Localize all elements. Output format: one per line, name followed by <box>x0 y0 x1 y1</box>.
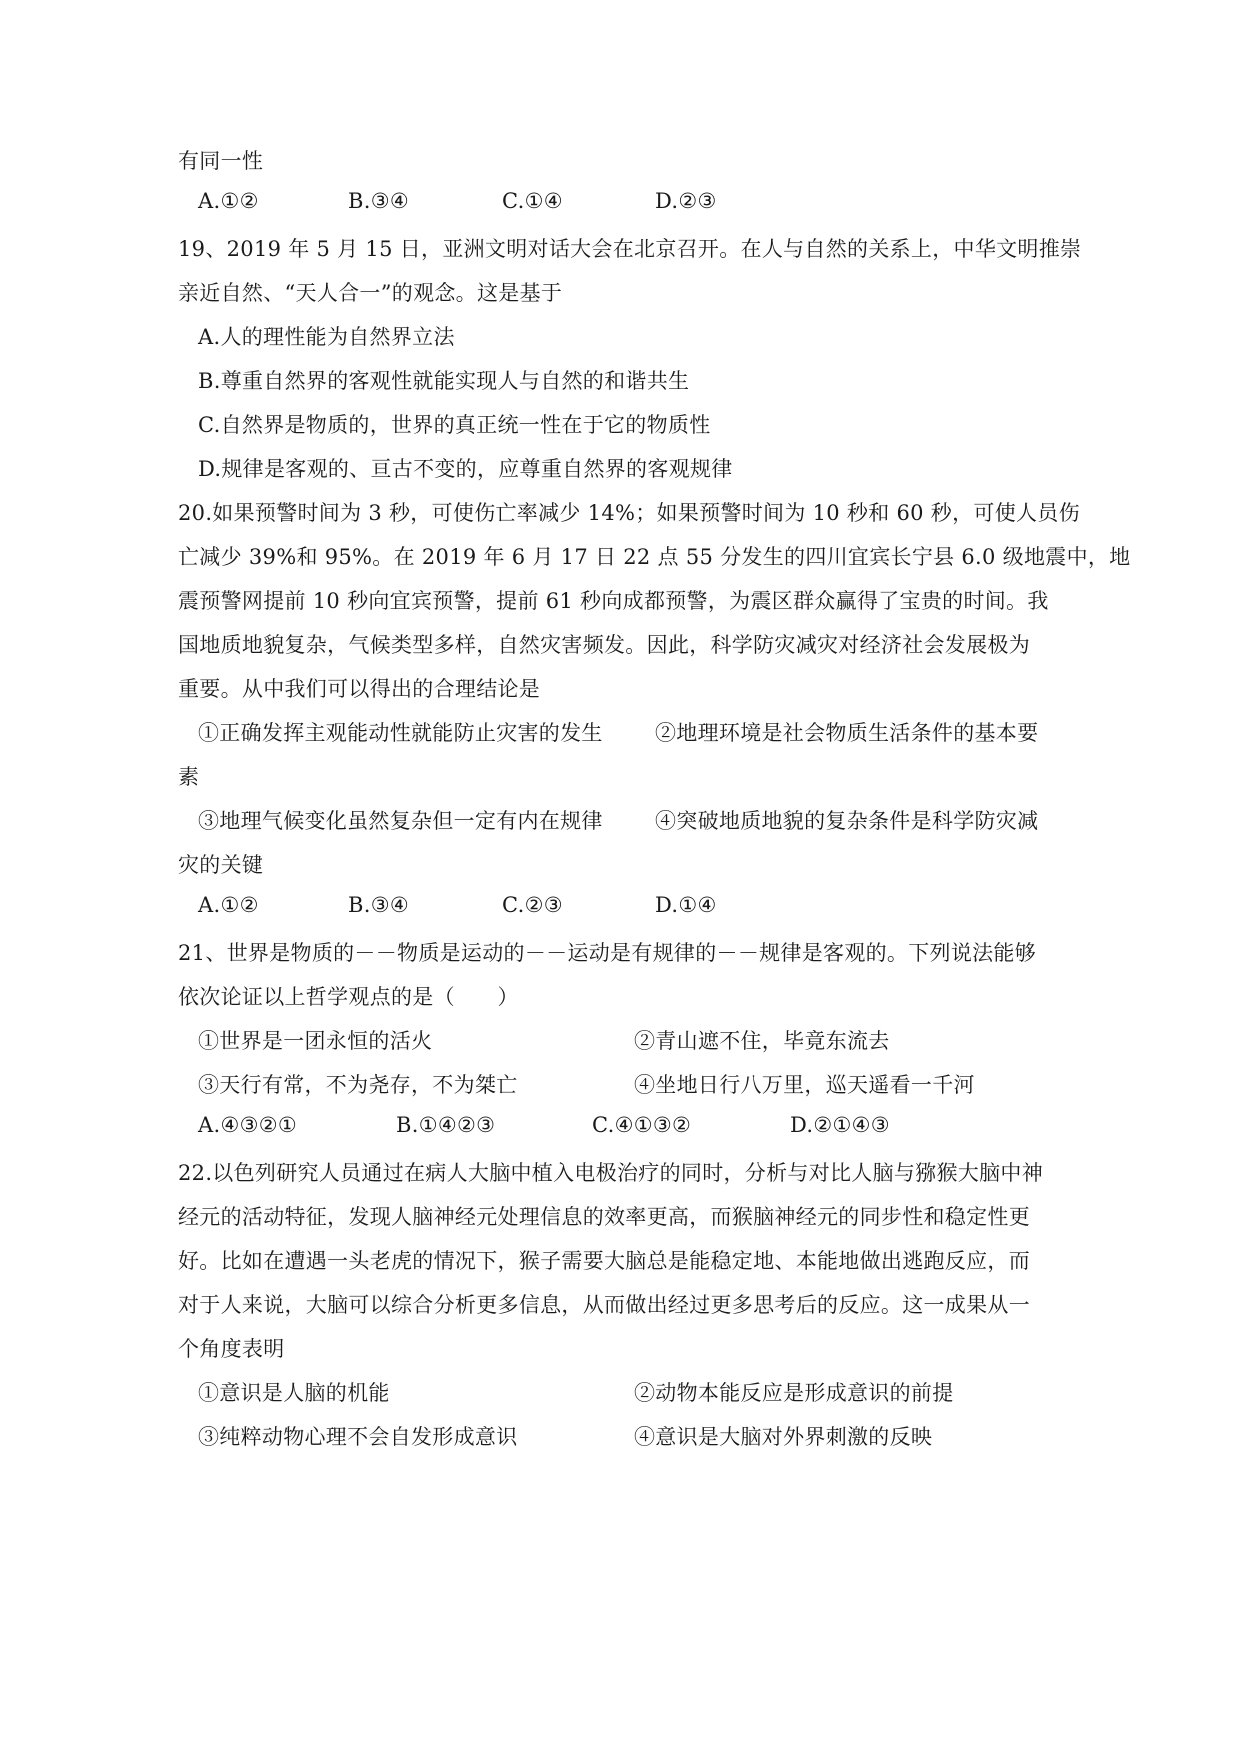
q22-statement-3: ③纯粹动物心理不会自发形成意识 <box>198 1425 518 1449</box>
q22-stem-line-1: 22.以色列研究人员通过在病人大脑中植入电极治疗的同时，分析与对比人脑与猕猴大脑中神 <box>178 1161 1043 1185</box>
q20-stem-line-4: 国地质地貌复杂，气候类型多样，自然灾害频发。因此，科学防灾减灾对经济社会发展极为 <box>178 633 1030 657</box>
q21-option-a: A.④③②① <box>198 1113 297 1137</box>
q22-statement-1: ①意识是人脑的机能 <box>198 1381 390 1405</box>
q19-option-b: B.尊重自然界的客观性就能实现人与自然的和谐共生 <box>198 369 690 393</box>
q21-option-b: B.①④②③ <box>396 1113 496 1137</box>
q22-stem-line-3: 好。比如在遭遇一头老虎的情况下，猴子需要大脑总是能稳定地、本能地做出逃跑反应，而 <box>178 1249 1030 1273</box>
q18-stem-tail: 有同一性 <box>178 149 264 173</box>
q20-stem-line-1: 20.如果预警时间为 3 秒，可使伤亡率减少 14%；如果预警时间为 10 秒和 60 秒，可使人员伤 <box>178 501 1080 525</box>
q22-stem-line-4: 对于人来说，大脑可以综合分析更多信息，从而做出经过更多思考后的反应。这一成果从一 <box>178 1293 1030 1317</box>
q21-stem-line-1: 21、世界是物质的－－物质是运动的－－运动是有规律的－－规律是客观的。下列说法能够 <box>178 941 1037 965</box>
q19-option-c: C.自然界是物质的，世界的真正统一性在于它的物质性 <box>198 413 711 437</box>
q20-stem-line-3: 震预警网提前 10 秒向宜宾预警，提前 61 秒向成都预警，为震区群众赢得了宝贵的时间。我 <box>178 589 1049 613</box>
q21-statement-3: ③天行有常，不为尧存，不为桀亡 <box>198 1073 518 1097</box>
q20-statement-2: ②地理环境是社会物质生活条件的基本要 <box>655 721 1039 745</box>
q21-stem-line-2: 依次论证以上哲学观点的是（ ） <box>178 985 519 1009</box>
q21-statement-2: ②青山遮不住，毕竟东流去 <box>634 1029 890 1053</box>
q19-stem-line-1: 19、2019 年 5 月 15 日，亚洲文明对话大会在北京召开。在人与自然的关系上，中华文明推崇 <box>178 237 1082 261</box>
q20-option-c: C.②③ <box>502 893 563 917</box>
q20-stem-line-5: 重要。从中我们可以得出的合理结论是 <box>178 677 541 701</box>
q19-option-d: D.规律是客观的、亘古不变的，应尊重自然界的客观规律 <box>198 457 733 481</box>
q22-stem-line-2: 经元的活动特征，发现人脑神经元处理信息的效率更高，而猴脑神经元的同步性和稳定性更 <box>178 1205 1030 1229</box>
q21-option-d: D.②①④③ <box>790 1113 890 1137</box>
q18-option-a: A.①② <box>198 189 259 213</box>
q20-option-b: B.③④ <box>348 893 409 917</box>
q18-option-b: B.③④ <box>348 189 409 213</box>
q19-option-a: A.人的理性能为自然界立法 <box>198 325 455 349</box>
q20-statement-4-wrap: 灾的关键 <box>178 853 264 877</box>
q19-stem-line-2: 亲近自然、“天人合一”的观念。这是基于 <box>178 281 563 305</box>
q20-statement-3: ③地理气候变化虽然复杂但一定有内在规律 <box>198 809 603 833</box>
q20-statement-2-wrap: 素 <box>178 765 200 789</box>
q21-statement-4: ④坐地日行八万里，巡天遥看一千河 <box>634 1073 975 1097</box>
q20-stem-line-2: 亡减少 39%和 95%。在 2019 年 6 月 17 日 22 点 55 分发生的四川宜宾长宁县 6.0 级地震中，地 <box>178 545 1131 569</box>
q18-option-d: D.②③ <box>655 189 717 213</box>
q22-statement-4: ④意识是大脑对外界刺激的反映 <box>634 1425 933 1449</box>
q18-option-c: C.①④ <box>502 189 563 213</box>
q21-option-c: C.④①③② <box>592 1113 692 1137</box>
q21-statement-1: ①世界是一团永恒的活火 <box>198 1029 433 1053</box>
q22-stem-line-5: 个角度表明 <box>178 1337 285 1361</box>
q20-statement-4: ④突破地质地貌的复杂条件是科学防灾减 <box>655 809 1039 833</box>
q20-statement-1: ①正确发挥主观能动性就能防止灾害的发生 <box>198 721 603 745</box>
q20-option-a: A.①② <box>198 893 259 917</box>
q22-statement-2: ②动物本能反应是形成意识的前提 <box>634 1381 954 1405</box>
q20-option-d: D.①④ <box>655 893 717 917</box>
